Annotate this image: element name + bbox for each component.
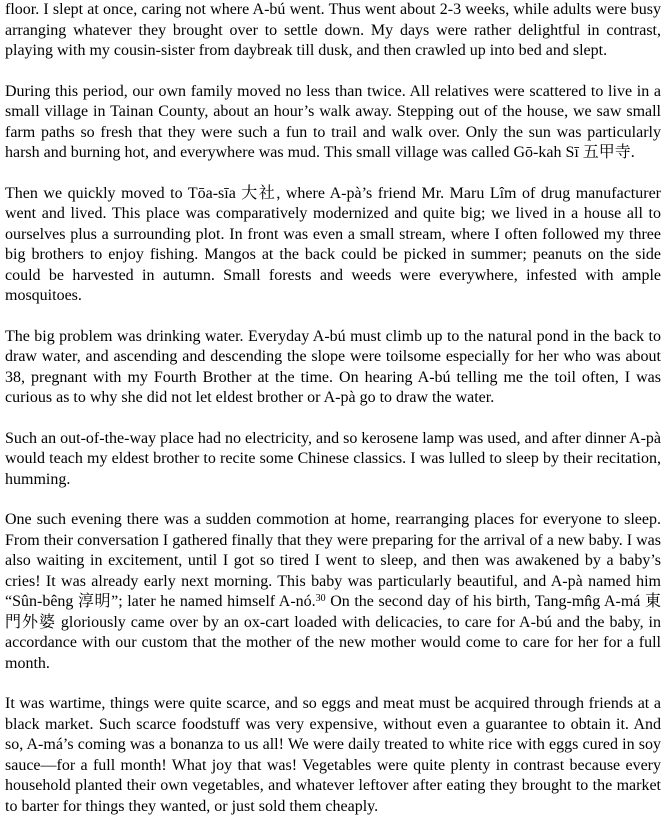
paragraph-6-text-after: On the second day of his birth, Tang-mn̂g A-má 東門外婆 gloriously came over by an ox-cart loaded with delicacies, to care for A-bú and the baby, in accordance with our custom that the mother of the new mother would come to care for her for a full month. [5,593,661,672]
paragraph-gap [5,164,661,184]
paragraph-7: It was wartime, things were quite scarce, and so eggs and meat must be acquired through friends at a black market. Such scarce foodstuff was very expensive, without even a guarantee to obtain it. And so, A-má’s coming was a bonanza to us all! We were daily treated to white rice with eggs cured in soy sauce—for a full month! What joy that was! Vegetables were quite plenty in contrast because every household planted their own vegetables, and whatever leftover after eating they brought to the market to barter for things they wanted, or just sold them cheaply. [5,695,661,815]
paragraph-gap [5,490,661,510]
footnote-marker[interactable]: 30 [315,593,326,604]
paragraph-gap [5,62,661,82]
paragraph-gap [5,409,661,429]
paragraph-1: floor. I slept at once, caring not where A-bú went. Thus went about 2-3 weeks, while adults were busy arranging whatever they brought over to settle down. My days were rather delightful in contrast, playing with my cousin-sister from daybreak till dusk, and then crawled up into bed and slept. [5,1,661,59]
paragraph-gap [5,307,661,327]
paragraph-6 [5,510,661,674]
paragraph-3: Then we quickly moved to Tōa-sīa 大社, where A-pà’s friend Mr. Maru Lîm of drug manufacturer went and lived. This place was comparatively modernized and quite big; we lived in a house all to ourselves plus a surrounding plot. In front was even a small stream, where I often followed my three big brothers to enjoy fishing. Mangos at the back could be picked in summer; peanuts on the side could be harvested in autumn. Small forests and weeds were everywhere, infested with ample mosquitoes. [5,184,661,304]
paragraph-gap [5,674,661,694]
paragraph-2: During this period, our own family moved no less than twice. All relatives were scattered to live in a small village in Tainan County, about an hour’s walk away. Stepping out of the house, we saw small farm paths so fresh that they were such a fun to trail and walk over. Only the sun was particularly harsh and burning hot, and everywhere was mud. This small village was called Gō-kah Sī 五甲寺. [5,82,661,161]
paragraph-6-text-before: One such evening there was a sudden commotion at home, rearranging places for everyone to sleep. From their conversation I gathered finally that they were preparing for the arrival of a new baby. I was also waiting in excitement, until I got so tired I went to sleep, and then was awakened by a baby’s cries! It was already early next morning. This baby was particularly beautiful, and A-pà named him “Sûn-bêng 淳明”; later he named himself A-nó. [5,511,661,610]
paragraph-5: Such an out-of-the-way place had no electricity, and so kerosene lamp was used, and after dinner A-pà would teach my eldest brother to recite some Chinese classics. I was lulled to sleep by their recitation, humming. [5,429,661,488]
paragraph-4: The big problem was drinking water. Everyday A-bú must climb up to the natural pond in the back to draw water, and ascending and descending the slope were toilsome especially for her who was about 38, pregnant with my Fourth Brother at the time. On hearing A-bú telling me the toil often, I was curious as to why she did not let eldest brother or A-pà go to draw the water. [5,327,661,406]
